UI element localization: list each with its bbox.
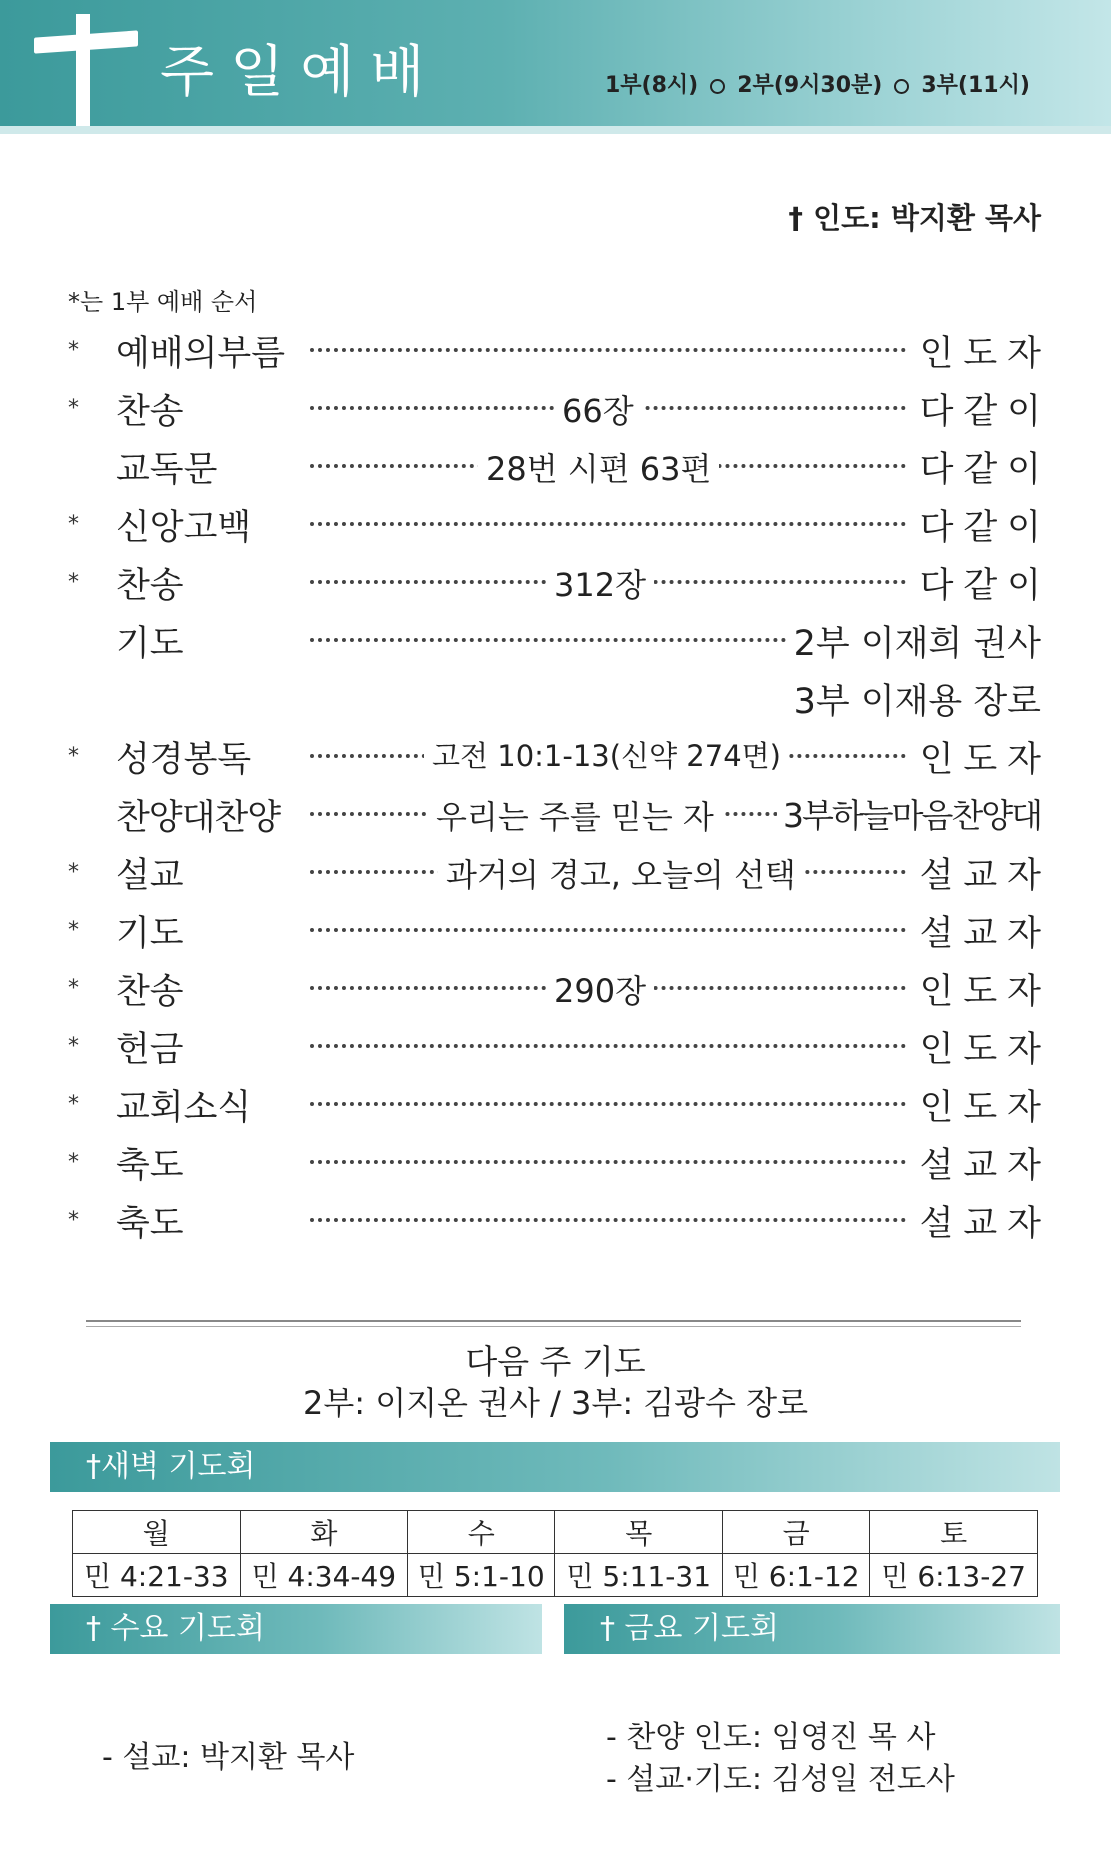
day-cell: 수	[408, 1511, 555, 1554]
dot-leader	[310, 1044, 906, 1048]
order-row	[0, 1132, 1111, 1190]
order-row	[0, 726, 1111, 784]
dot-leader	[310, 1218, 906, 1222]
row-marker: *	[68, 396, 79, 421]
row-detail: 66장	[554, 386, 642, 432]
order-row	[0, 552, 1111, 610]
row-label: 성경봉독	[116, 740, 252, 780]
row-person: 2부 이재희 권사	[788, 616, 1041, 666]
wednesday-prayer-header: † 수요 기도회	[50, 1604, 542, 1654]
row-person: 인도자	[914, 326, 1051, 376]
order-row	[0, 1074, 1111, 1132]
friday-preacher: - 설교·기도: 김성일 전도사	[606, 1762, 955, 1797]
row-marker: *	[68, 860, 79, 885]
row-label: 찬송	[116, 566, 184, 606]
row-label: 찬송	[116, 972, 184, 1012]
row-marker: *	[68, 918, 79, 943]
table-row	[73, 1511, 1038, 1554]
row-person: 3부 이재용 장로	[788, 674, 1041, 724]
friday-prayer-header: † 금요 기도회	[564, 1604, 1060, 1654]
row-label: 찬양대찬양	[116, 798, 281, 838]
row-label: 축도	[116, 1146, 184, 1186]
dot-leader	[310, 522, 906, 526]
row-detail: 290장	[546, 966, 654, 1012]
reading-cell: 민 6:13-27	[870, 1554, 1038, 1597]
row-person: 설교자	[914, 848, 1051, 898]
order-row	[0, 436, 1111, 494]
friday-worship-leader: - 찬양 인도: 임영진 목 사	[606, 1720, 936, 1755]
dawn-prayer-header: †새벽 기도회	[50, 1442, 1060, 1492]
order-row	[0, 900, 1111, 958]
row-marker: *	[68, 512, 79, 537]
order-row	[0, 784, 1111, 842]
row-person: 설교자	[914, 1138, 1051, 1188]
order-row	[0, 610, 1111, 668]
row-detail: 고전 10:1-13(신약 274면)	[424, 734, 789, 775]
row-label: 예배의부름	[116, 334, 286, 374]
row-label: 신앙고백	[116, 508, 252, 548]
row-label: 헌금	[116, 1030, 184, 1070]
row-label: 교회소식	[116, 1088, 252, 1128]
row-detail: 우리는 주를 믿는 자	[428, 792, 722, 838]
section-divider	[86, 1326, 1021, 1327]
row-marker: *	[68, 1208, 79, 1233]
row-person: 다같이	[914, 500, 1051, 550]
row-person: 다같이	[914, 558, 1051, 608]
order-row	[0, 494, 1111, 552]
page-title: 주일예배	[160, 40, 441, 105]
header-banner	[0, 0, 1111, 132]
order-row	[0, 842, 1111, 900]
service-time-3: 3부(11시)	[921, 73, 1030, 98]
service-times	[605, 68, 1030, 99]
cross-icon	[76, 14, 90, 136]
day-cell: 금	[723, 1511, 870, 1554]
row-person: 인도자	[914, 1022, 1051, 1072]
dot-leader	[310, 928, 906, 932]
row-label: 기도	[116, 624, 184, 664]
wednesday-preacher: - 설교: 박지환 목사	[102, 1740, 355, 1775]
circle-separator-icon	[710, 79, 725, 94]
service-time-1: 1부(8시)	[605, 73, 699, 98]
row-label: 교독문	[116, 450, 218, 490]
day-cell: 월	[73, 1511, 241, 1554]
dot-leader	[310, 1102, 906, 1106]
row-marker: *	[68, 1092, 79, 1117]
next-week-prayers: 2부: 이지온 권사 / 3부: 김광수 장로	[302, 1384, 809, 1422]
row-marker: *	[68, 744, 79, 769]
order-row	[0, 958, 1111, 1016]
order-row	[0, 378, 1111, 436]
row-detail: 312장	[546, 560, 654, 606]
order-row	[0, 320, 1111, 378]
row-marker: *	[68, 338, 79, 363]
row-detail: 과거의 경고, 오늘의 선택	[438, 850, 804, 896]
row-person: 설교자	[914, 906, 1051, 956]
row-label: 축도	[116, 1204, 184, 1244]
row-detail: 28번 시편 63편	[478, 444, 719, 490]
dot-leader	[310, 348, 906, 352]
row-label: 설교	[116, 856, 184, 896]
row-person: 다같이	[914, 384, 1051, 434]
reading-cell: 민 5:11-31	[555, 1554, 723, 1597]
day-cell: 토	[870, 1511, 1038, 1554]
row-person: 인도자	[914, 964, 1051, 1014]
header-stripe	[0, 126, 1111, 134]
row-person: 인도자	[914, 1080, 1051, 1130]
row-marker: *	[68, 1034, 79, 1059]
row-label: 기도	[116, 914, 184, 954]
reading-cell: 민 4:34-49	[240, 1554, 408, 1597]
service-time-2: 2부(9시30분)	[737, 73, 883, 98]
circle-separator-icon	[894, 79, 909, 94]
reading-cell: 민 5:1-10	[408, 1554, 555, 1597]
reading-cell: 민 4:21-33	[73, 1554, 241, 1597]
order-note: *는 1부 예배 순서	[68, 288, 258, 316]
table-row	[73, 1554, 1038, 1597]
row-person: 3부하늘마음찬양대	[777, 790, 1041, 837]
order-row	[0, 668, 1111, 726]
day-cell: 목	[555, 1511, 723, 1554]
row-marker: *	[68, 1150, 79, 1175]
row-person: 설교자	[914, 1196, 1051, 1246]
dot-leader	[310, 1160, 906, 1164]
dawn-prayer-table	[72, 1510, 1038, 1597]
next-week-title: 다음 주 기도	[465, 1342, 646, 1381]
reading-cell: 민 6:1-12	[723, 1554, 870, 1597]
service-leader: † 인도: 박지환 목사	[788, 201, 1041, 235]
day-cell: 화	[240, 1511, 408, 1554]
section-divider	[86, 1320, 1021, 1322]
row-person: 인도자	[914, 732, 1051, 782]
row-marker: *	[68, 976, 79, 1001]
row-marker: *	[68, 570, 79, 595]
row-person: 다같이	[914, 442, 1051, 492]
order-row	[0, 1190, 1111, 1248]
row-label: 찬송	[116, 392, 184, 432]
order-row	[0, 1016, 1111, 1074]
